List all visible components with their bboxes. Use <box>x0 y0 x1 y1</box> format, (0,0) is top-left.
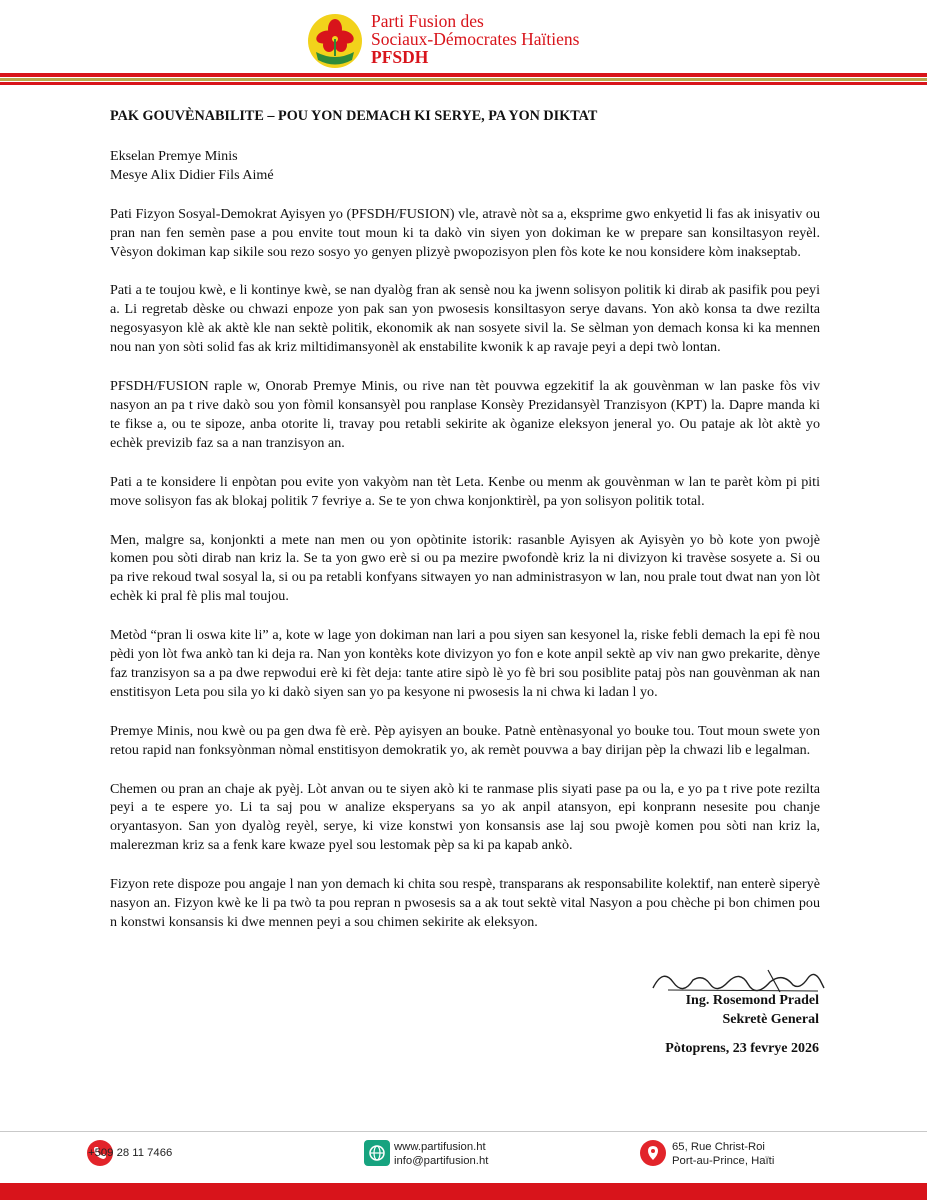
signatory-block <box>686 991 819 1029</box>
globe-icon <box>364 1140 390 1166</box>
footer-phone: +509 28 11 7466 <box>88 1147 173 1159</box>
footer-red-bar <box>0 1183 927 1200</box>
party-abbreviation: PFSDH <box>371 47 429 67</box>
location-pin-icon <box>640 1140 666 1166</box>
paragraph: Fizyon rete dispoze pou angaje l nan yon demach ki chita sou respè, transparans ak responsabilite kolektif, nan enterè siperyè nasyon an. Fizyon kwè ke li pa twò ta pou repran n pwosesis sa a ak tout sektè vital Nasyon a pou chèche pi bon chimen pou n konstwi konsansis ki dwe mennen peyi a sou chimen sekirite ak eleksyon. <box>110 876 820 930</box>
footer-divider <box>0 1131 927 1132</box>
signatory-title: Sekretè General <box>722 1012 819 1027</box>
paragraph: Premye Minis, nou kwè ou pa gen dwa fè erè. Pèp ayisyen an bouke. Patnè entènasyonal yo bouke tou. Tout moun swete yon retou rapid nan fonksyònman nòmal enstitisyon demokratik yo, ak remèt pouvwa a bay dirijan pèp la chwazi lib e legalman. <box>110 722 820 758</box>
footer-address-line2: Port-au-Prince, Haïti <box>672 1155 775 1167</box>
letter-addressee <box>110 147 820 185</box>
paragraph: Chemen ou pran an chaje ak pyèj. Lòt anvan ou te siyen akò ki te ranmase plis siyati pase pa ou la, e yo pa t rive pote rezilta peyi a te espere yo. Li ta saj pou w analize eksperyans sa yo ak anpil atansyon, epi konprann nesesite pou chanje oryantasyon. San yon dyalòg reyèl, serye, ki vize konstwi yon konsansis ase laj sou pwojè komen pou sòti nan kriz la, malerezman kriz sa a fenk kare kwaze pyel sou lestomak pèp sa ki pa kapab ankò. <box>110 780 820 854</box>
footer-contact <box>394 1140 488 1168</box>
addressee-line2: Mesye Alix Didier Fils Aimé <box>110 166 274 183</box>
footer-website-link[interactable]: www.partifusion.ht <box>394 1141 486 1153</box>
signatory-name: Ing. Rosemond Pradel <box>685 993 819 1008</box>
header-divider-gold <box>0 78 927 81</box>
place-and-date: Pòtoprens, 23 fevrye 2026 <box>665 1041 819 1056</box>
letter-body <box>110 98 820 932</box>
header-divider-red-lower <box>0 82 927 85</box>
paragraph: PFSDH/FUSION raple w, Onorab Premye Minis, ou rive nan tèt pouvwa egzekitif la ak gouvènman w lan paske fòs viv nasyon an pa t rive dakò sou yon fòmil konsansyèl pou ranplase Konsèy Prezidansyèl Tranzisyon (KPT) la. Dapre manda ki te fikse a, ou te sipoze, anba otorite li, travay pou retabli sekirite ak òganize eleksyon jeneral yo. Ou pataje ak lòt aktè yo echèk previzib faz sa a nan tranzisyon an. <box>110 378 820 451</box>
paragraph: Pati Fizyon Sosyal-Demokrat Ayisyen yo (PFSDH/FUSION) vle, atravè nòt sa a, eksprime gwo enkyetid li fas ak inisyativ ou pran nan fen semèn pase a pou envite tout moun ki ta dakò vin siyen yon dokiman ke w prepare san konsiltasyon reyèl. Vèsyon dokiman kap sikile sou rezo sosyo yo genyen plizyè pwopozisyon plen fòs kote ke nou konsidere kòm inakseptab. <box>110 205 820 260</box>
party-name-line2: Sociaux-Démocrates Haïtiens <box>371 29 580 49</box>
paragraph: Metòd “pran li oswa kite li” a, kote w lage yon dokiman nan lari a pou siyen san kesyonel la, riske febli demach la epi fè nou pèdi yon lòt fwa ankò tan ki deja ra. Nan yon kontèks kote divizyon yo fon e kote anpil sektè ap viv nan gwo prekarite, dènye faz tranzisyon sa a pa dwe repwodui erè ki fèt deja: tante atire sipò lè yo fè bri sou posiblite pataj pòs nan gouvènman ak nan enstitisyon Leta pou sila yo ki dakò siyen san yo pa kesyone ni pwosesis la ni chwa ki ladan l yo. <box>110 627 820 700</box>
paragraph: Men, malgre sa, konjonkti a mete nan men ou yon opòtinite istorik: rasanble Ayisyen ak Ayisyèn yo bò kote yon pwojè komen pou sòti dirab nan kriz la. Se ta yon gwo erè si ou pa mezire pwofondè kriz la ni divizyon ki travèse sosyete a. Si ou pa rive rekoud twal sosyal la, si ou pa retabli konfyans sitwayen yo nan administrasyon w lan, nou prale tout dwat nan yon lòt echèk ki pral fè plis mal toujou. <box>110 531 820 605</box>
party-logo-icon <box>306 12 364 70</box>
addressee-line1: Ekselan Premye Minis <box>110 147 238 164</box>
header-divider-red <box>0 73 927 77</box>
paragraph: Pati a te konsidere li enpòtan pou evite yon vakyòm nan tèt Leta. Kenbe ou menm ak gouvènman w lan te parèt kòm pi piti move solisyon fas ak blokaj politik 7 fevriye a. Se te yon chwa konjonktirèl, pa yon solisyon politik total. <box>110 473 820 509</box>
party-name-line1: Parti Fusion des <box>371 11 484 31</box>
letter-title: PAK GOUVÈNABILITE – POU YON DEMACH KI SERYE, PA YON DIKTAT <box>110 108 598 124</box>
party-name-block <box>371 12 579 66</box>
footer-email-link[interactable]: info@partifusion.ht <box>394 1155 489 1167</box>
footer-address <box>672 1140 774 1168</box>
footer-address-line1: 65, Rue Christ-Roi <box>672 1141 765 1153</box>
paragraph: Pati a te toujou kwè, e li kontinye kwè, se nan dyalòg fran ak sensè nou ka jwenn solisyon politik ki dirab ak pasifik pou peyi a. Li regretab dèske ou chwazi enpoze yon pak san yon pwosesis konsiltasyon serye davans. Yon akò konsa ta dwe rezilta negosyasyon klè ak aktè kle nan sektè politik, ekonomik ak nan sosyete sivil la. Se sèlman yon demach konsa ki ka mennen nou nan yon sòti solid fas ak kriz miltidimansyonèl ak enstabilite kwonik k ap ravaje peyi a depi twò lontan. <box>110 282 820 356</box>
